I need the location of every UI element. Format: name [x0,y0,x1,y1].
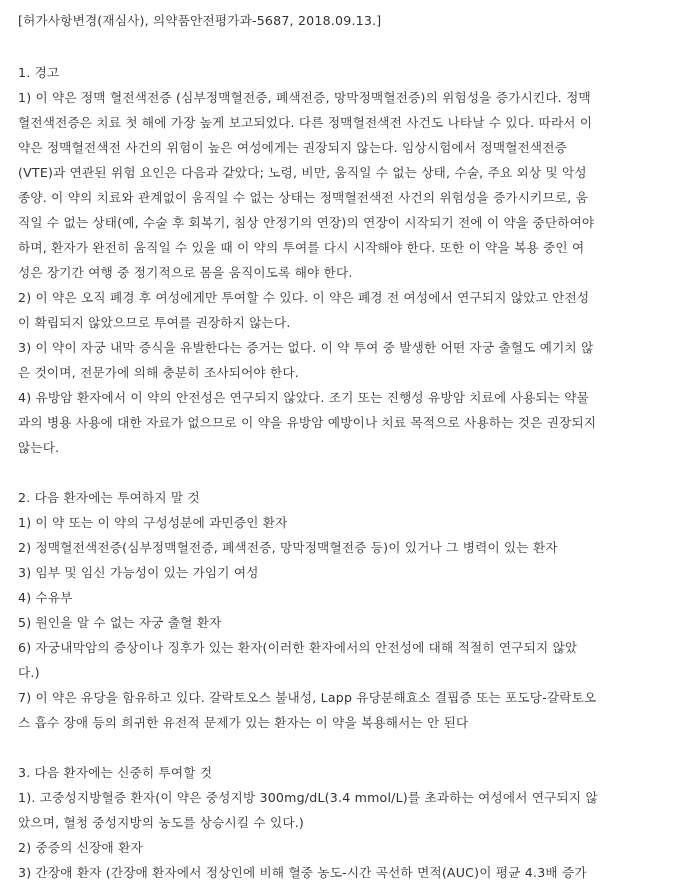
text-line: 2) 정맥혈전색전증(심부정맥혈전증, 폐색전증, 망막정맥혈전증 등)이 있거나 그 병력이 있는 환자 [18,540,558,555]
text-line: 3) 임부 및 임신 가능성이 있는 가임기 여성 [18,565,259,580]
text-line: 은 것이며, 전문가에 의해 충분히 조사되어야 한다. [18,365,299,380]
section-heading-warning: 1. 경고 [18,65,60,80]
text-line: 않는다. [18,440,60,455]
text-line: 3) 간장애 환자 (간장애 환자에서 정상인에 비해 혈중 농도-시간 곡선하 면적(AUC)이 평균 4.3배 증가 [18,865,587,880]
text-line: 이 확립되지 않았으므로 투여를 권장하지 않는다. [18,315,291,330]
text-line: 약은 정맥혈전색전 사건의 위험이 높은 여성에게는 권장되지 않는다. 임상시험에서 정맥혈전색전증 [18,140,568,155]
text-line: 1) 이 약은 정맥 혈전색전증 (심부정맥혈전증, 폐색전증, 망막정맥혈전증)의 위험성을 증가시킨다. 정맥 [18,90,591,105]
document-header: [허가사항변경(재심사), 의약품안전평가과-5687, 2018.09.13.] [18,13,382,28]
text-line: 혈전색전증은 치료 첫 해에 가장 높게 보고되었다. 다른 정맥혈전색전 사건도 나타날 수 있다. 따라서 이 [18,115,593,130]
text-line: 하며, 환자가 완전히 움직일 수 있을 때 이 약의 투여를 다시 시작해야 한다. 또한 이 약을 복용 중인 여 [18,240,585,255]
text-line: 스 흡수 장애 등의 희귀한 유전적 문제가 있는 환자는 이 약을 복용해서는 안 된다 [18,715,469,730]
text-line: 7) 이 약은 유당을 함유하고 있다. 갈락토오스 불내성, Lapp 유당분해효소 결핍증 또는 포도당-갈락토오 [18,690,597,705]
text-line: 4) 유방암 환자에서 이 약의 안전성은 연구되지 않았다. 조기 또는 진행성 유방암 치료에 사용되는 약물 [18,390,589,405]
section-heading-precautions: 3. 다음 환자에는 신중히 투여할 것 [18,765,213,780]
text-line: 았으며, 혈청 중성지방의 농도를 상승시킬 수 있다.) [18,815,305,830]
text-line: 6) 자궁내막암의 증상이나 징후가 있는 환자(이러한 환자에서의 안전성에 대해 적절히 연구되지 않았 [18,640,578,655]
section-heading-contraindications: 2. 다음 환자에는 투여하지 말 것 [18,490,200,505]
text-line: 1) 이 약 또는 이 약의 구성성분에 과민증인 환자 [18,515,288,530]
text-line: 5) 원인을 알 수 없는 자궁 출혈 환자 [18,615,222,630]
text-line: 1). 고중성지방혈증 환자(이 약은 중성지방 300mg/dL(3.4 mmol/L)를 초과하는 여성에서 연구되지 않 [18,790,598,805]
text-line: 과의 병용 사용에 대한 자료가 없으므로 이 약을 유방암 예방이나 치료 목적으로 사용하는 것은 권장되지 [18,415,597,430]
text-line: 종양. 이 약의 치료와 관계없이 움직일 수 없는 상태는 정맥혈전색전 사건의 위험성을 증가시키므로, 움 [18,190,589,205]
text-line: (VTE)과 연관된 위험 요인은 다음과 같았다; 노령, 비만, 움직일 수 없는 상태, 수술, 주요 외상 및 악성 [18,165,587,180]
text-line: 3) 이 약이 자궁 내막 증식을 유발한다는 증거는 없다. 이 약 투여 중 발생한 어떤 자궁 출혈도 예기치 않 [18,340,594,355]
text-line: 다.) [18,665,40,680]
text-line: 성은 장기간 여행 중 정기적으로 몸을 움직이도록 해야 한다. [18,265,353,280]
text-line: 2) 이 약은 오직 폐경 후 여성에게만 투여할 수 있다. 이 약은 폐경 전 여성에서 연구되지 않았고 안전성 [18,290,590,305]
text-line: 4) 수유부 [18,590,73,605]
text-line: 2) 중증의 신장애 환자 [18,840,143,855]
text-line: 직일 수 없는 상태(예, 수술 후 회복기, 침상 안정기의 연장)의 연장이 시작되기 전에 이 약을 중단하여야 [18,215,595,230]
